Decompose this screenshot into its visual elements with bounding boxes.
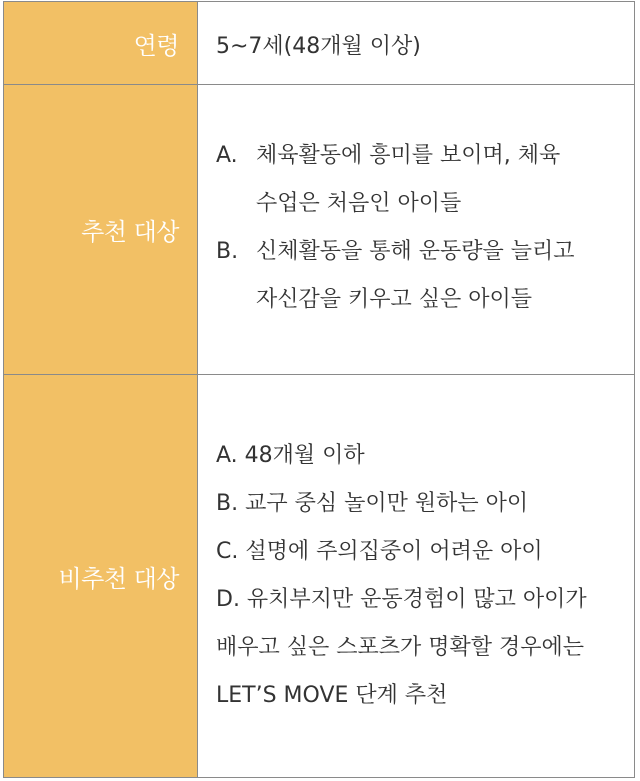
list-item: D. 유치부지만 운동경험이 많고 아이가 배우고 싶은 스포츠가 명확할 경우에는 LET’S MOVE 단계 추천 — [216, 587, 587, 708]
not-recommended-value-cell — [198, 375, 635, 778]
list-item: A. 48개월 이하 — [216, 443, 365, 468]
list-item — [216, 228, 620, 324]
not-recommended-label: 비추천 대상 — [4, 375, 198, 778]
program-info-table — [3, 1, 635, 778]
recommended-row — [4, 85, 635, 375]
list-text: 체육활동에 흥미를 보이며, 체육 수업은 처음인 아이들 — [256, 142, 561, 216]
age-value: 5~7세(48개월 이상) — [216, 33, 421, 59]
age-row — [4, 2, 635, 85]
recommended-label: 추천 대상 — [4, 85, 198, 375]
list-marker: B. — [216, 238, 239, 264]
list-item — [216, 132, 620, 228]
not-recommended-list — [216, 432, 620, 720]
age-label: 연령 — [4, 2, 198, 85]
not-recommended-row — [4, 375, 635, 778]
list-item: C. 설명에 주의집중이 어려운 아이 — [216, 539, 543, 564]
age-value-cell — [198, 2, 635, 85]
list-text: 신체활동을 통해 운동량을 늘리고 자신감을 키우고 싶은 아이들 — [256, 238, 575, 312]
list-marker: A. — [216, 142, 238, 168]
recommended-list — [216, 132, 620, 324]
recommended-value-cell — [198, 85, 635, 375]
list-item: B. 교구 중심 놀이만 원하는 아이 — [216, 491, 529, 516]
